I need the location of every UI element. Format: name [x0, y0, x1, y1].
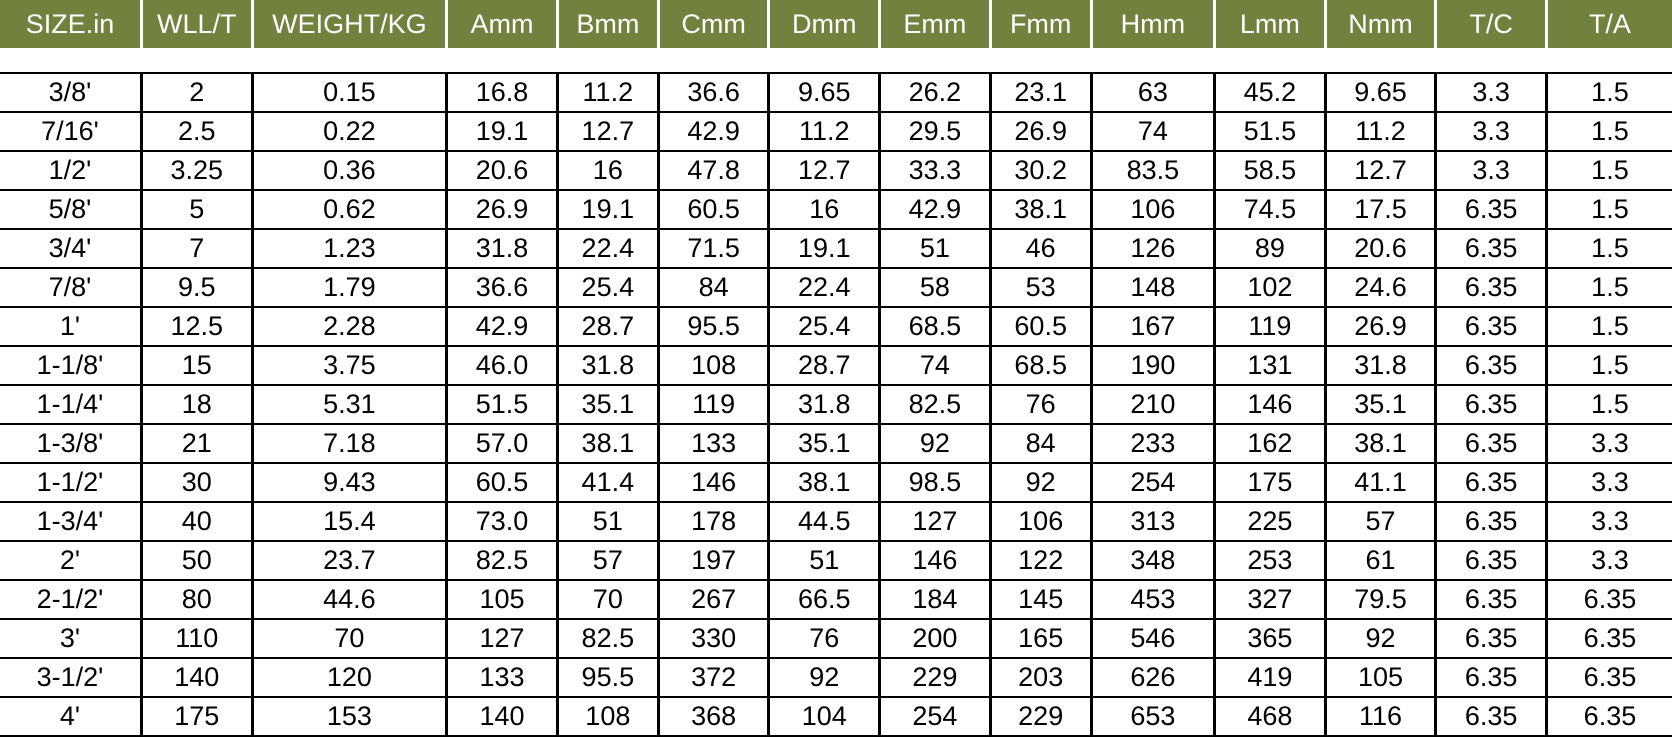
table-cell: 190	[1091, 346, 1214, 385]
table-cell: 3.3	[1546, 541, 1672, 580]
table-cell: 16	[769, 190, 880, 229]
table-cell: 148	[1091, 268, 1214, 307]
table-cell: 105	[447, 580, 558, 619]
table-cell: 44.5	[769, 502, 880, 541]
table-cell: 28.7	[769, 346, 880, 385]
table-cell: 92	[990, 463, 1091, 502]
row-size-label: 7/8'	[0, 268, 141, 307]
table-cell: 6.35	[1436, 658, 1547, 697]
table-cell: 6.35	[1546, 658, 1672, 697]
spacer-row	[0, 48, 1672, 73]
table-cell: 92	[769, 658, 880, 697]
table-cell: 7.18	[252, 424, 447, 463]
table-cell: 40	[141, 502, 252, 541]
table-cell: 2	[141, 73, 252, 112]
table-cell: 6.35	[1436, 463, 1547, 502]
table-cell: 23.7	[252, 541, 447, 580]
table-cell: 70	[252, 619, 447, 658]
table-cell: 57.0	[447, 424, 558, 463]
table-cell: 6.35	[1436, 307, 1547, 346]
table-cell: 104	[769, 697, 880, 736]
table-cell: 210	[1091, 385, 1214, 424]
table-cell: 76	[990, 385, 1091, 424]
table-cell: 3.3	[1436, 151, 1547, 190]
column-header: Dmm	[769, 0, 880, 48]
table-cell: 6.35	[1436, 190, 1547, 229]
table-cell: 76	[769, 619, 880, 658]
table-cell: 68.5	[990, 346, 1091, 385]
table-cell: 6.35	[1436, 502, 1547, 541]
table-row	[0, 619, 1672, 658]
table-cell: 20.6	[1325, 229, 1436, 268]
table-cell: 327	[1215, 580, 1326, 619]
table-cell: 20.6	[447, 151, 558, 190]
table-cell: 1.5	[1546, 190, 1672, 229]
table-cell: 79.5	[1325, 580, 1436, 619]
table-cell: 1.5	[1546, 229, 1672, 268]
table-cell: 36.6	[447, 268, 558, 307]
table-cell: 330	[658, 619, 769, 658]
table-cell: 102	[1215, 268, 1326, 307]
table-cell: 105	[1325, 658, 1436, 697]
table-cell: 33.3	[880, 151, 991, 190]
table-cell: 26.9	[1325, 307, 1436, 346]
table-row	[0, 385, 1672, 424]
row-size-label: 2'	[0, 541, 141, 580]
table-row	[0, 73, 1672, 112]
table-cell: 21	[141, 424, 252, 463]
row-size-label: 1-1/4'	[0, 385, 141, 424]
table-cell: 68.5	[880, 307, 991, 346]
table-cell: 165	[990, 619, 1091, 658]
table-cell: 31.8	[769, 385, 880, 424]
table-cell: 46	[990, 229, 1091, 268]
table-cell: 11.2	[1325, 112, 1436, 151]
table-cell: 145	[990, 580, 1091, 619]
table-cell: 24.6	[1325, 268, 1436, 307]
table-cell: 0.62	[252, 190, 447, 229]
table-cell: 1.79	[252, 268, 447, 307]
table-cell: 29.5	[880, 112, 991, 151]
table-cell: 365	[1215, 619, 1326, 658]
table-cell: 42.9	[880, 190, 991, 229]
table-cell: 225	[1215, 502, 1326, 541]
table-row	[0, 346, 1672, 385]
table-cell: 162	[1215, 424, 1326, 463]
row-size-label: 7/16'	[0, 112, 141, 151]
table-cell: 28.7	[557, 307, 658, 346]
table-cell: 35.1	[769, 424, 880, 463]
column-header: T/A	[1546, 0, 1672, 48]
row-size-label: 3'	[0, 619, 141, 658]
table-cell: 1.5	[1546, 385, 1672, 424]
table-cell: 0.15	[252, 73, 447, 112]
table-cell: 3.3	[1546, 502, 1672, 541]
table-cell: 122	[990, 541, 1091, 580]
table-cell: 419	[1215, 658, 1326, 697]
table-cell: 19.1	[447, 112, 558, 151]
table-cell: 9.65	[769, 73, 880, 112]
table-cell: 35.1	[1325, 385, 1436, 424]
column-header: Fmm	[990, 0, 1091, 48]
table-row	[0, 502, 1672, 541]
table-cell: 83.5	[1091, 151, 1214, 190]
table-cell: 3.3	[1546, 463, 1672, 502]
table-cell: 98.5	[880, 463, 991, 502]
table-cell: 127	[447, 619, 558, 658]
table-cell: 6.35	[1546, 619, 1672, 658]
table-cell: 6.35	[1436, 580, 1547, 619]
table-cell: 254	[880, 697, 991, 736]
table-cell: 146	[880, 541, 991, 580]
table-cell: 74	[1091, 112, 1214, 151]
table-cell: 197	[658, 541, 769, 580]
table-cell: 12.5	[141, 307, 252, 346]
table-cell: 42.9	[447, 307, 558, 346]
table-cell: 22.4	[557, 229, 658, 268]
column-header: WLL/T	[141, 0, 252, 48]
row-size-label: 1-3/4'	[0, 502, 141, 541]
table-cell: 63	[1091, 73, 1214, 112]
table-cell: 2.5	[141, 112, 252, 151]
row-size-label: 2-1/2'	[0, 580, 141, 619]
table-cell: 5.31	[252, 385, 447, 424]
table-cell: 0.36	[252, 151, 447, 190]
table-cell: 9.43	[252, 463, 447, 502]
table-cell: 16.8	[447, 73, 558, 112]
table-row	[0, 268, 1672, 307]
table-cell: 133	[447, 658, 558, 697]
table-cell: 3.3	[1436, 73, 1547, 112]
table-cell: 167	[1091, 307, 1214, 346]
table-cell: 30.2	[990, 151, 1091, 190]
column-header: Bmm	[557, 0, 658, 48]
spacer-cell	[0, 48, 1672, 73]
table-cell: 110	[141, 619, 252, 658]
table-cell: 348	[1091, 541, 1214, 580]
row-size-label: 1'	[0, 307, 141, 346]
table-cell: 1.5	[1546, 112, 1672, 151]
table-cell: 6.35	[1436, 268, 1547, 307]
table-cell: 6.35	[1436, 424, 1547, 463]
table-cell: 3.3	[1546, 424, 1672, 463]
table-row	[0, 541, 1672, 580]
table-header	[0, 0, 1672, 48]
table-cell: 106	[990, 502, 1091, 541]
row-size-label: 3-1/2'	[0, 658, 141, 697]
table-cell: 127	[880, 502, 991, 541]
table-cell: 23.1	[990, 73, 1091, 112]
table-cell: 18	[141, 385, 252, 424]
column-header: Nmm	[1325, 0, 1436, 48]
row-size-label: 1-1/2'	[0, 463, 141, 502]
table-cell: 51.5	[447, 385, 558, 424]
table-cell: 153	[252, 697, 447, 736]
table-cell: 175	[1215, 463, 1326, 502]
table-cell: 11.2	[557, 73, 658, 112]
table-cell: 3.75	[252, 346, 447, 385]
table-cell: 254	[1091, 463, 1214, 502]
table-cell: 82.5	[447, 541, 558, 580]
table-cell: 58.5	[1215, 151, 1326, 190]
table-cell: 57	[557, 541, 658, 580]
table-cell: 106	[1091, 190, 1214, 229]
table-cell: 7	[141, 229, 252, 268]
header-row	[0, 0, 1672, 48]
table-cell: 6.35	[1546, 580, 1672, 619]
table-cell: 140	[447, 697, 558, 736]
table-row	[0, 424, 1672, 463]
table-cell: 626	[1091, 658, 1214, 697]
table-row	[0, 697, 1672, 736]
table-cell: 26.9	[990, 112, 1091, 151]
table-cell: 45.2	[1215, 73, 1326, 112]
table-cell: 11.2	[769, 112, 880, 151]
table-cell: 453	[1091, 580, 1214, 619]
table-cell: 9.65	[1325, 73, 1436, 112]
table-row	[0, 112, 1672, 151]
table-cell: 42.9	[658, 112, 769, 151]
table-cell: 30	[141, 463, 252, 502]
row-size-label: 5/8'	[0, 190, 141, 229]
table-cell: 6.35	[1436, 229, 1547, 268]
table-cell: 6.35	[1546, 697, 1672, 736]
table-cell: 233	[1091, 424, 1214, 463]
table-cell: 120	[252, 658, 447, 697]
row-size-label: 3/8'	[0, 73, 141, 112]
table-cell: 60.5	[447, 463, 558, 502]
table-cell: 116	[1325, 697, 1436, 736]
table-cell: 146	[658, 463, 769, 502]
table-cell: 119	[1215, 307, 1326, 346]
table-cell: 6.35	[1436, 541, 1547, 580]
table-row	[0, 151, 1672, 190]
table-cell: 38.1	[1325, 424, 1436, 463]
column-header: T/C	[1436, 0, 1547, 48]
table-cell: 31.8	[1325, 346, 1436, 385]
column-header: Amm	[447, 0, 558, 48]
table-cell: 51.5	[1215, 112, 1326, 151]
table-cell: 26.9	[447, 190, 558, 229]
table-cell: 6.35	[1436, 385, 1547, 424]
table-cell: 3.25	[141, 151, 252, 190]
table-cell: 3.3	[1436, 112, 1547, 151]
table-cell: 66.5	[769, 580, 880, 619]
table-cell: 51	[769, 541, 880, 580]
column-header: SIZE.in	[0, 0, 141, 48]
table-cell: 26.2	[880, 73, 991, 112]
table-cell: 0.22	[252, 112, 447, 151]
table-cell: 57	[1325, 502, 1436, 541]
table-cell: 35.1	[557, 385, 658, 424]
table-cell: 61	[1325, 541, 1436, 580]
table-cell: 38.1	[769, 463, 880, 502]
table-cell: 184	[880, 580, 991, 619]
table-cell: 95.5	[658, 307, 769, 346]
table-cell: 41.1	[1325, 463, 1436, 502]
table-cell: 229	[990, 697, 1091, 736]
table-cell: 368	[658, 697, 769, 736]
table-cell: 31.8	[447, 229, 558, 268]
table-cell: 6.35	[1436, 346, 1547, 385]
table-cell: 1.5	[1546, 307, 1672, 346]
table-cell: 108	[658, 346, 769, 385]
table-cell: 140	[141, 658, 252, 697]
table-cell: 82.5	[880, 385, 991, 424]
table-cell: 95.5	[557, 658, 658, 697]
row-size-label: 1-1/8'	[0, 346, 141, 385]
table-cell: 51	[557, 502, 658, 541]
table-cell: 12.7	[557, 112, 658, 151]
table-cell: 38.1	[557, 424, 658, 463]
table-cell: 74.5	[1215, 190, 1326, 229]
table-cell: 92	[880, 424, 991, 463]
table-body	[0, 48, 1672, 736]
table-cell: 126	[1091, 229, 1214, 268]
table-cell: 2.28	[252, 307, 447, 346]
table-cell: 372	[658, 658, 769, 697]
table-cell: 175	[141, 697, 252, 736]
table-cell: 74	[880, 346, 991, 385]
table-cell: 80	[141, 580, 252, 619]
table-cell: 53	[990, 268, 1091, 307]
table-cell: 25.4	[769, 307, 880, 346]
table-cell: 44.6	[252, 580, 447, 619]
row-size-label: 1-3/8'	[0, 424, 141, 463]
table-cell: 1.23	[252, 229, 447, 268]
table-cell: 36.6	[658, 73, 769, 112]
table-cell: 253	[1215, 541, 1326, 580]
table-cell: 82.5	[557, 619, 658, 658]
table-cell: 84	[990, 424, 1091, 463]
table-cell: 9.5	[141, 268, 252, 307]
table-cell: 31.8	[557, 346, 658, 385]
table-cell: 17.5	[1325, 190, 1436, 229]
table-cell: 19.1	[769, 229, 880, 268]
table-cell: 267	[658, 580, 769, 619]
table-cell: 108	[557, 697, 658, 736]
table-cell: 50	[141, 541, 252, 580]
table-cell: 46.0	[447, 346, 558, 385]
table-cell: 22.4	[769, 268, 880, 307]
table-cell: 84	[658, 268, 769, 307]
column-header: Hmm	[1091, 0, 1214, 48]
table-cell: 178	[658, 502, 769, 541]
table-cell: 200	[880, 619, 991, 658]
table-cell: 19.1	[557, 190, 658, 229]
table-cell: 73.0	[447, 502, 558, 541]
table-cell: 6.35	[1436, 619, 1547, 658]
table-cell: 229	[880, 658, 991, 697]
row-size-label: 1/2'	[0, 151, 141, 190]
table-row	[0, 307, 1672, 346]
column-header: WEIGHT/KG	[252, 0, 447, 48]
table-cell: 15.4	[252, 502, 447, 541]
table-cell: 41.4	[557, 463, 658, 502]
table-cell: 1.5	[1546, 268, 1672, 307]
table-cell: 70	[557, 580, 658, 619]
column-header: Cmm	[658, 0, 769, 48]
column-header: Lmm	[1215, 0, 1326, 48]
row-size-label: 3/4'	[0, 229, 141, 268]
table-row	[0, 190, 1672, 229]
table-cell: 6.35	[1436, 697, 1547, 736]
table-row	[0, 580, 1672, 619]
table-cell: 60.5	[990, 307, 1091, 346]
table-cell: 146	[1215, 385, 1326, 424]
table-row	[0, 463, 1672, 502]
table-cell: 5	[141, 190, 252, 229]
table-cell: 25.4	[557, 268, 658, 307]
table-cell: 653	[1091, 697, 1214, 736]
table-cell: 92	[1325, 619, 1436, 658]
table-cell: 546	[1091, 619, 1214, 658]
table-cell: 12.7	[769, 151, 880, 190]
table-cell: 468	[1215, 697, 1326, 736]
table-cell: 119	[658, 385, 769, 424]
table-cell: 16	[557, 151, 658, 190]
table-cell: 89	[1215, 229, 1326, 268]
table-cell: 133	[658, 424, 769, 463]
table-cell: 58	[880, 268, 991, 307]
table-cell: 15	[141, 346, 252, 385]
table-cell: 203	[990, 658, 1091, 697]
table-row	[0, 658, 1672, 697]
table-cell: 71.5	[658, 229, 769, 268]
table-cell: 47.8	[658, 151, 769, 190]
table-cell: 60.5	[658, 190, 769, 229]
table-cell: 51	[880, 229, 991, 268]
table-cell: 313	[1091, 502, 1214, 541]
table-cell: 38.1	[990, 190, 1091, 229]
table-cell: 1.5	[1546, 73, 1672, 112]
row-size-label: 4'	[0, 697, 141, 736]
table-cell: 12.7	[1325, 151, 1436, 190]
table-cell: 1.5	[1546, 346, 1672, 385]
table-cell: 1.5	[1546, 151, 1672, 190]
table-row	[0, 229, 1672, 268]
column-header: Emm	[880, 0, 991, 48]
table-cell: 131	[1215, 346, 1326, 385]
